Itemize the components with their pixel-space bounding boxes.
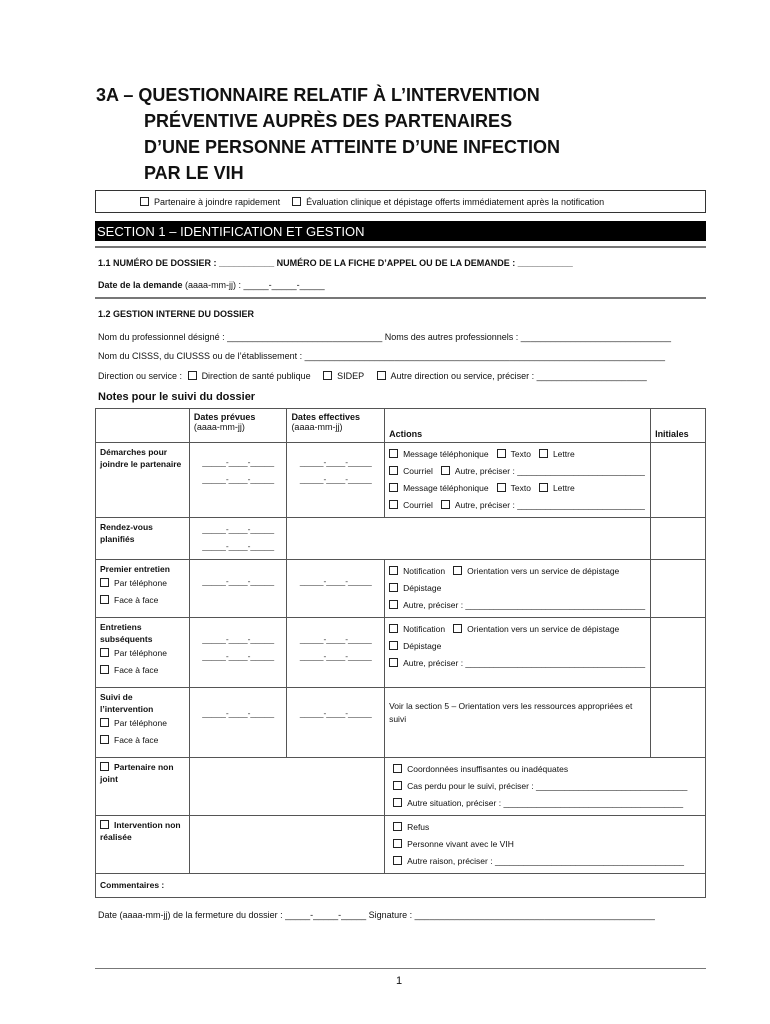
table-row: Démarches pour joindre le partenaire _____-____-_____ _____-____-_____ _____-____-_____ _____-____-_____ Message téléphonique Texto Lettre Courriel Autre, préciser : ___________________________ Message téléphonique Texto Lettre Courriel Autre, préciser : ___________________________: [96, 443, 706, 518]
option-evaluation-label: Évaluation clinique et dépistage offerts immédiatement après la notification: [306, 196, 605, 207]
title-line-4: PAR LE VIH: [144, 163, 244, 183]
row-label-rendez-vous: Rendez-vous planifiés: [100, 522, 153, 544]
checkbox-evaluation[interactable]: [292, 197, 301, 206]
footer-divider: [95, 968, 706, 969]
divider: [95, 246, 706, 248]
option-partenaire-label: Partenaire à joindre rapidement: [154, 196, 281, 207]
checkbox-sidep[interactable]: [323, 371, 332, 380]
suivi-table: [95, 408, 706, 898]
table-row: Entretiens subséquents Par téléphone Face à face _____-____-_____ _____-____-_____ _____-____-_____ _____-____-_____ Notification Orientation vers un service de dépistage Dépistage Autre, préciser : ______________________________________: [96, 618, 706, 688]
professionnel-line: Nom du professionnel désigné : _______________________________ Noms des autres professionnels : ______________________________: [98, 332, 671, 342]
title-line-3: D’UNE PERSONNE ATTEINTE D’UNE INFECTION: [144, 137, 561, 157]
date-demande-line: Date de la demande (aaaa-mm-jj) : _____-_____-_____: [98, 280, 325, 290]
checkbox-partenaire[interactable]: [140, 197, 149, 206]
gestion-interne-heading: 1.2 GESTION INTERNE DU DOSSIER: [98, 309, 255, 319]
table-row: Intervention non réalisée Refus Personne vivant avec le VIH Autre raison, préciser : ________________________________________: [96, 816, 706, 874]
divider: [95, 297, 706, 299]
section-1-header: SECTION 1 – IDENTIFICATION ET GESTION: [95, 221, 706, 241]
title-line-2: PRÉVENTIVE AUPRÈS DES PARTENAIRES: [144, 111, 513, 131]
row-label-non-realisee: Intervention non réalisée: [100, 820, 181, 842]
direction-line: Direction ou service : Direction de santé publique SIDEP Autre direction ou service, préciser : ______________________: [98, 371, 647, 381]
table-row: [96, 874, 706, 898]
row-label-suivi: Suivi de l’intervention: [100, 692, 154, 714]
actions-header: Actions: [385, 409, 651, 443]
row-label-entretiens: Entretiens subséquents: [100, 622, 153, 644]
priority-options-box: [95, 190, 706, 213]
table-row: Rendez-vous planifiés _____-____-_____ _____-____-_____: [96, 518, 706, 560]
table-header-row: Dates prévues (aaaa-mm-jj) Dates effectives (aaaa-mm-jj) Actions Initiales: [96, 409, 706, 443]
document-title: [96, 82, 696, 186]
closing-date-signature-line: Date (aaaa-mm-jj) de la fermeture du dossier : _____-_____-_____ Signature : ________________________________________________: [98, 910, 655, 920]
notes-title: Notes pour le suivi du dossier: [98, 391, 256, 403]
page-number: 1: [396, 975, 403, 987]
row-label-demarches: Démarches pour joindre le partenaire: [100, 447, 182, 469]
checkbox-dsp[interactable]: [188, 371, 197, 380]
checkbox-autre-direction[interactable]: [377, 371, 386, 380]
initiales-header: Initiales: [651, 409, 706, 443]
dossier-number-line: 1.1 NUMÉRO DE DOSSIER : ___________ NUMÉRO DE LA FICHE D’APPEL OU DE LA DEMANDE : ___________: [98, 258, 573, 268]
cisss-line: Nom du CISSS, du CIUSSS ou de l’établissement : ________________________________________________________________________: [98, 351, 665, 361]
row-label-premier-entretien: Premier entretien: [100, 564, 170, 574]
commentaires-label: Commentaires :: [100, 880, 165, 890]
row-label-non-joint: Partenaire non joint: [100, 762, 174, 784]
voir-section-5: Voir la section 5 – Orientation vers les ressources appropriées et suivi: [389, 701, 633, 724]
table-row: Partenaire non joint Coordonnées insuffisantes ou inadéquates Cas perdu pour le suivi, préciser : ________________________________ Autre situation, préciser : ______________________________________: [96, 758, 706, 816]
title-line-1: 3A – QUESTIONNAIRE RELATIF À L’INTERVENTION: [96, 85, 540, 105]
table-row: Suivi de l’intervention Par téléphone Face à face _____-____-_____ _____-____-_____ Voir la section 5 – Orientation vers les ressources appropriées et suivi: [96, 688, 706, 758]
table-row: Premier entretien Par téléphone Face à face _____-____-_____ _____-____-_____ Notification Orientation vers un service de dépistage Dépistage Autre, préciser : ______________________________________: [96, 560, 706, 618]
